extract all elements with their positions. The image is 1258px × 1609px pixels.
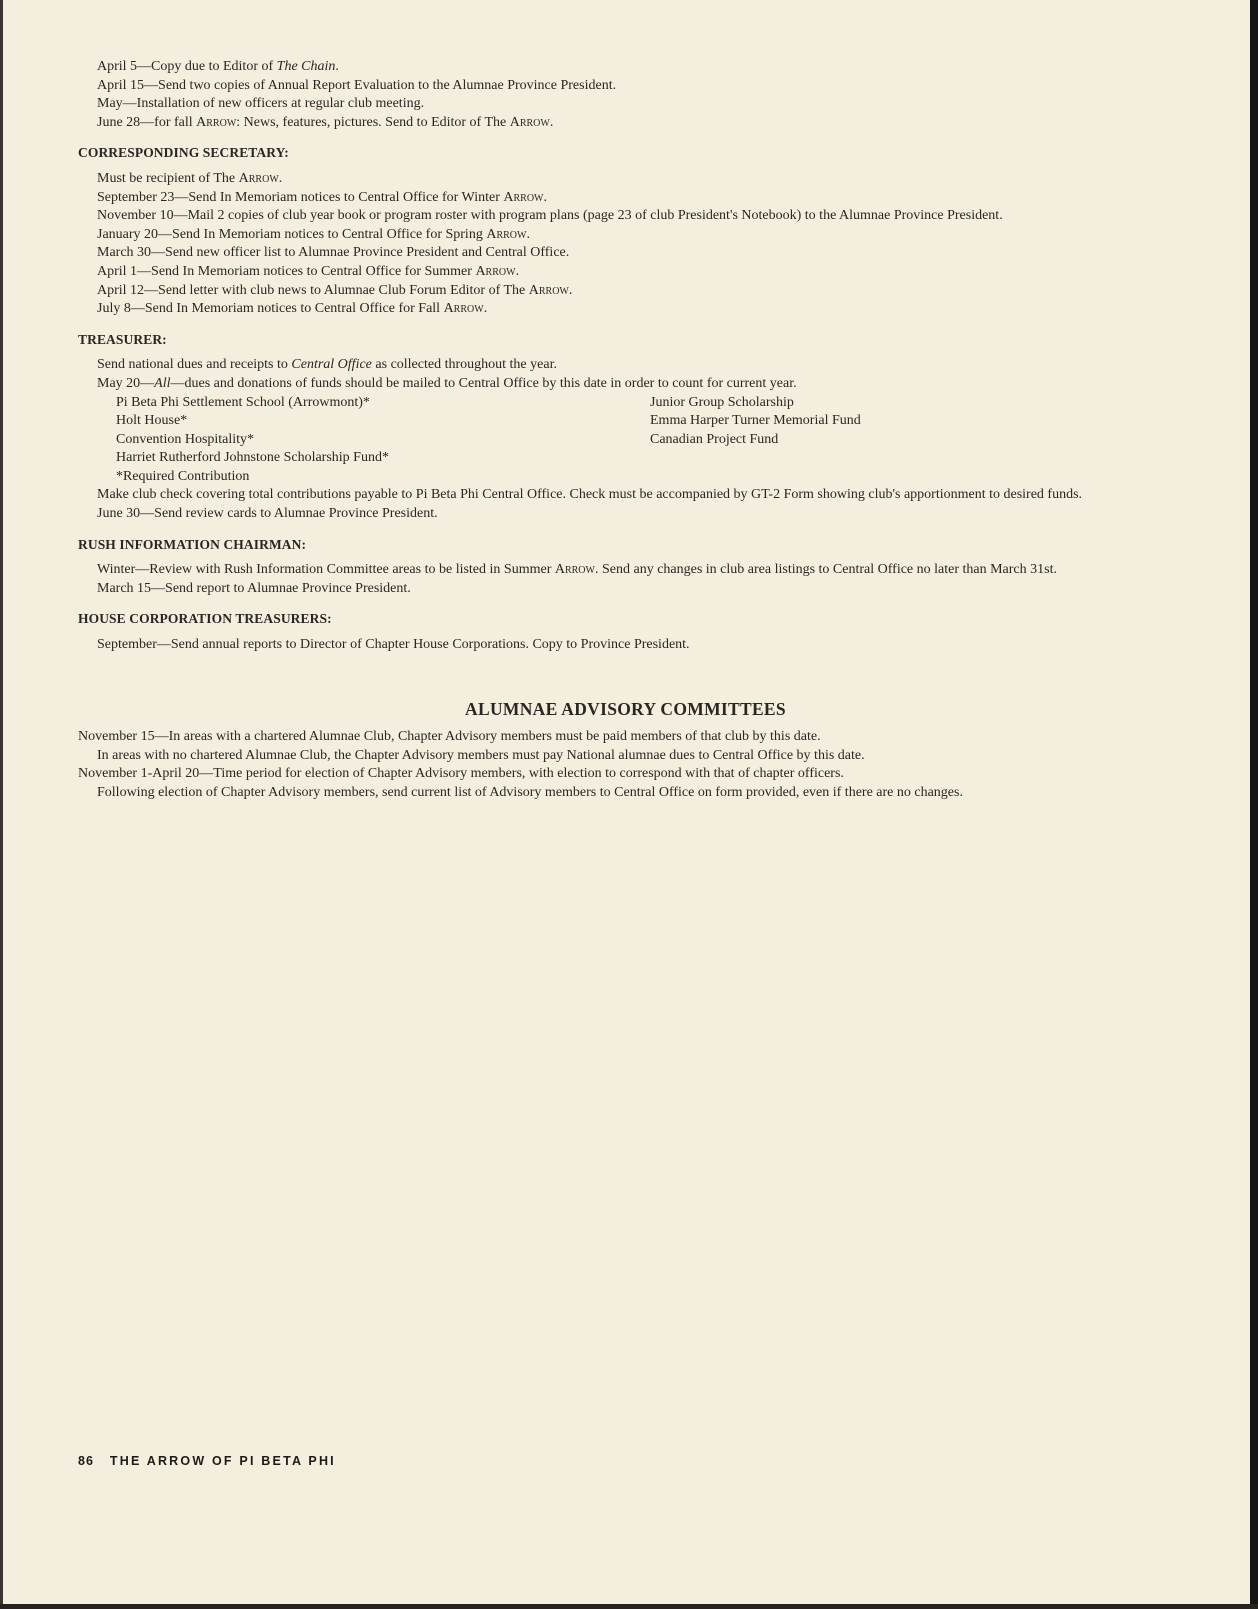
schedule-line: April 5—Copy due to Editor of The Chain. <box>97 59 339 74</box>
schedule-line: June 30—Send review cards to Alumnae Province President. <box>97 506 438 522</box>
advisory-line: November 15—In areas with a chartered Alumnae Club, Chapter Advisory members must be paid members of that club by this date. <box>78 729 821 745</box>
fund-item: *Required Contribution <box>116 468 250 484</box>
fund-item: Junior Group Scholarship <box>650 394 794 410</box>
schedule-line: Send national dues and receipts to Central Office as collected throughout the year. <box>97 357 557 373</box>
schedule-line: July 8—Send In Memoriam notices to Central Office for Fall Arrow. <box>97 301 488 317</box>
fund-item: Convention Hospitality* <box>116 431 255 447</box>
advisory-title: ALUMNAE ADVISORY COMMITTEES <box>465 698 786 719</box>
section-house-corporation <box>78 610 1173 654</box>
schedule-line: May 20—All—dues and donations of funds should be mailed to Central Office by this date in order to count for current year. <box>97 375 797 391</box>
advisory-line: In areas with no chartered Alumnae Club, the Chapter Advisory members must pay National alumnae dues to Central Office by this date. <box>97 747 865 763</box>
section-treasurer <box>78 331 1173 524</box>
advisory-line: November 1-April 20—Time period for election of Chapter Advisory members, with election to correspond with that of chapter officers. <box>78 766 844 782</box>
schedule-line: April 12—Send letter with club news to Alumnae Club Forum Editor of The Arrow. <box>97 282 573 298</box>
page-edge-right <box>1250 0 1258 1609</box>
schedule-line: September—Send annual reports to Director of Chapter House Corporations. Copy to Province President. <box>97 637 690 653</box>
funds-left-column <box>116 394 650 487</box>
schedule-line: Must be recipient of The Arrow. <box>97 170 283 186</box>
schedule-line: April 15—Send two copies of Annual Report Evaluation to the Alumnae Province President. <box>97 77 617 93</box>
page-edge-bottom <box>0 1604 1258 1609</box>
schedule-line: Make club check covering total contributions payable to Pi Beta Phi Central Office. Check must be accompanied by GT-2 Form showing club's apportionment to desired funds. <box>97 487 1083 503</box>
section-heading: CORRESPONDING SECRETARY: <box>78 145 289 161</box>
fund-item: Canadian Project Fund <box>650 431 779 447</box>
page-edge-left <box>0 0 3 1609</box>
fund-item: Emma Harper Turner Memorial Fund <box>650 413 861 429</box>
advisory-line: Following election of Chapter Advisory members, send current list of Advisory members to Central Office on form provided, even if there are no changes. <box>97 785 963 800</box>
page-number: 86 <box>78 1454 94 1468</box>
page-footer <box>78 1454 336 1468</box>
section-heading: TREASURER: <box>78 331 167 347</box>
section-rush-information <box>78 536 1173 599</box>
schedule-line: January 20—Send In Memoriam notices to Central Office for Spring Arrow. <box>97 226 530 242</box>
schedule-line: March 30—Send new officer list to Alumnae Province President and Central Office. <box>97 245 570 261</box>
schedule-line: Winter—Review with Rush Information Committee areas to be listed in Summer Arrow. Send any changes in club area listings to Central Office no later than March 31st. <box>97 562 1057 578</box>
funds-right-column <box>650 394 1070 487</box>
section-heading: HOUSE CORPORATION TREASURERS: <box>78 611 332 627</box>
schedule-line: May—Installation of new officers at regular club meeting. <box>97 96 425 112</box>
section-heading: RUSH INFORMATION CHAIRMAN: <box>78 536 307 552</box>
schedule-line: March 15—Send report to Alumnae Province President. <box>97 580 411 596</box>
schedule-line: September 23—Send In Memoriam notices to Central Office for Winter Arrow. <box>97 189 547 205</box>
advisory-list <box>78 728 1173 802</box>
schedule-line: November 10—Mail 2 copies of club year book or program roster with program plans (page 23 of club President's Notebook) to the Alumnae Province President. <box>97 208 1003 224</box>
fund-item: Holt House* <box>116 413 188 429</box>
page-body <box>78 58 1173 803</box>
funds-list <box>116 394 1173 487</box>
schedule-line: April 1—Send In Memoriam notices to Central Office for Summer Arrow. <box>97 263 520 279</box>
fund-item: Pi Beta Phi Settlement School (Arrowmont)* <box>116 394 370 410</box>
schedule-top <box>97 58 1173 132</box>
section-corresponding-secretary <box>78 144 1173 318</box>
schedule-line: June 28—for fall Arrow: News, features, pictures. Send to Editor of The Arrow. <box>97 114 554 130</box>
journal-title: THE ARROW OF PI BETA PHI <box>109 1454 336 1468</box>
fund-item: Harriet Rutherford Johnstone Scholarship Fund* <box>116 450 389 466</box>
